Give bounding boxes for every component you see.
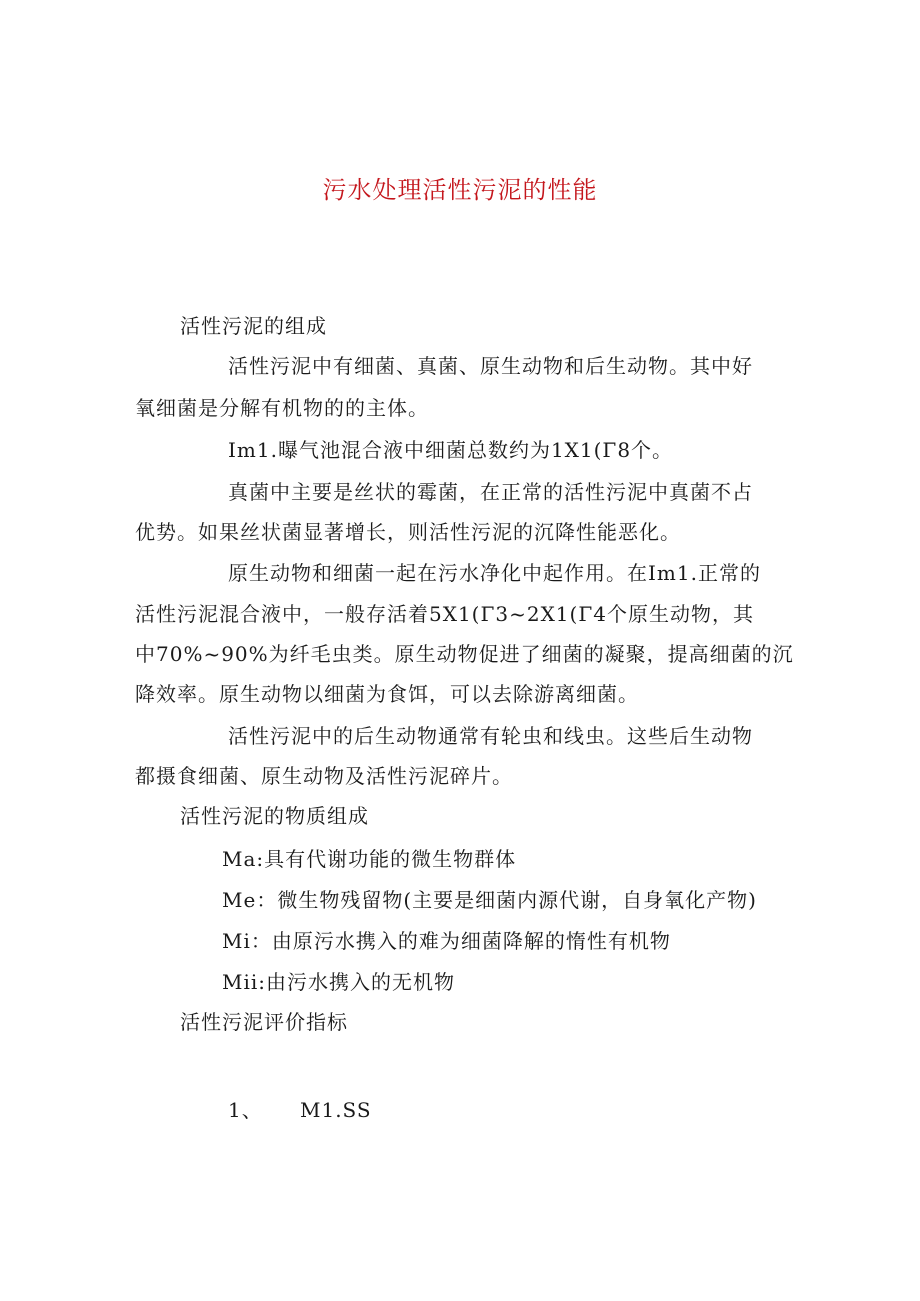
paragraph-line: 真菌中主要是丝状的霉菌，在正常的活性污泥中真菌不占: [228, 480, 753, 504]
list-item-mii: Mii:由污水携入的无机物: [222, 970, 456, 994]
paragraph-line: Im1.曝气池混合液中细菌总数约为1X1(Γ8个。: [228, 438, 674, 462]
section-heading-evaluation: 活性污泥评价指标: [180, 1010, 348, 1034]
paragraph-line: 活性污泥中的后生动物通常有轮虫和线虫。这些后生动物: [228, 724, 753, 748]
section-heading-composition: 活性污泥的组成: [180, 314, 327, 338]
section-heading-material: 活性污泥的物质组成: [180, 804, 369, 828]
paragraph-line: 活性污泥混合液中，一般存活着5X1(Γ3~2X1(Γ4个原生动物，其: [135, 602, 754, 626]
list-item-mi: Mi：由原污水携入的难为细菌降解的惰性有机物: [222, 929, 671, 953]
numbered-item: [228, 1094, 372, 1123]
paragraph-line: 优势。如果丝状菌显著增长，则活性污泥的沉降性能恶化。: [135, 520, 681, 544]
paragraph-line: 氧细菌是分解有机物的的主体。: [135, 396, 429, 420]
list-item-me: Me：微生物残留物(主要是细菌内源代谢，自身氧化产物): [222, 888, 757, 912]
paragraph-line: 活性污泥中有细菌、真菌、原生动物和后生动物。其中好: [228, 354, 753, 378]
document-title: 污水处理活性污泥的性能: [322, 176, 598, 204]
paragraph-line: 降效率。原生动物以细菌为食饵，可以去除游离细菌。: [135, 682, 639, 706]
paragraph-line: 都摄食细菌、原生动物及活性污泥碎片。: [135, 764, 513, 788]
numbered-item-label: 1、: [228, 1098, 263, 1122]
paragraph-line: 原生动物和细菌一起在污水净化中起作用。在Im1.正常的: [228, 561, 761, 585]
numbered-item-text: M1.SS: [300, 1098, 372, 1122]
list-item-ma: Ma:具有代谢功能的微生物群体: [222, 847, 517, 871]
paragraph-line: 中70%~90%为纤毛虫类。原生动物促进了细菌的凝聚，提高细菌的沉: [135, 642, 794, 666]
